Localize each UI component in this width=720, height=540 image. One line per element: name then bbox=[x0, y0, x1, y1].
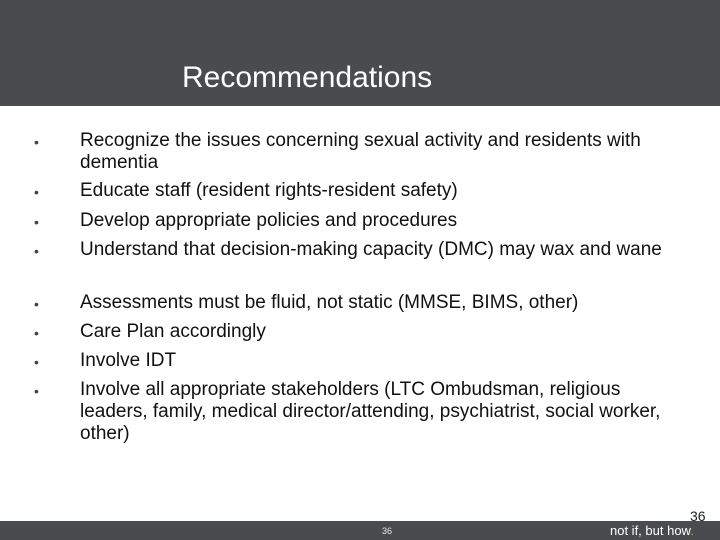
bullet-icon: • bbox=[34, 383, 39, 399]
bullet-icon: • bbox=[34, 243, 39, 259]
tagline-dot: . bbox=[690, 523, 694, 538]
bullet-text: Educate staff (resident rights-resident safety) bbox=[80, 180, 458, 201]
bullet-text: Care Plan accordingly bbox=[80, 321, 266, 342]
bullet-icon: • bbox=[34, 134, 39, 150]
bullet-text: Involve IDT bbox=[80, 350, 177, 371]
brand-tagline bbox=[610, 523, 694, 539]
bullet-text: Involve all appropriate stakeholders (LTC Ombudsman, religious leaders, family, medical director/attending, psychiatrist, social worker, other) bbox=[80, 379, 661, 444]
bullet-text: Understand that decision-making capacity (DMC) may wax and wane bbox=[80, 239, 662, 260]
bullet-icon: • bbox=[34, 184, 39, 200]
bullet-icon: • bbox=[34, 214, 39, 230]
bullet-text: Develop appropriate policies and procedures bbox=[80, 210, 458, 231]
bullet-text: Assessments must be fluid, not static (MMSE, BIMS, other) bbox=[80, 292, 579, 313]
bullet-icon: • bbox=[34, 354, 39, 370]
bullet-icon: • bbox=[34, 325, 39, 341]
tagline-text: not if, but how bbox=[610, 523, 691, 538]
slide-header bbox=[0, 0, 720, 106]
slide-title: Recommendations bbox=[182, 61, 433, 94]
page-number: 36 bbox=[382, 526, 393, 536]
bullet-icon: • bbox=[34, 296, 39, 312]
bullet-text: Recognize the issues concerning sexual activity and residents with dementia bbox=[80, 130, 641, 173]
slide-number: 36 bbox=[690, 508, 706, 524]
